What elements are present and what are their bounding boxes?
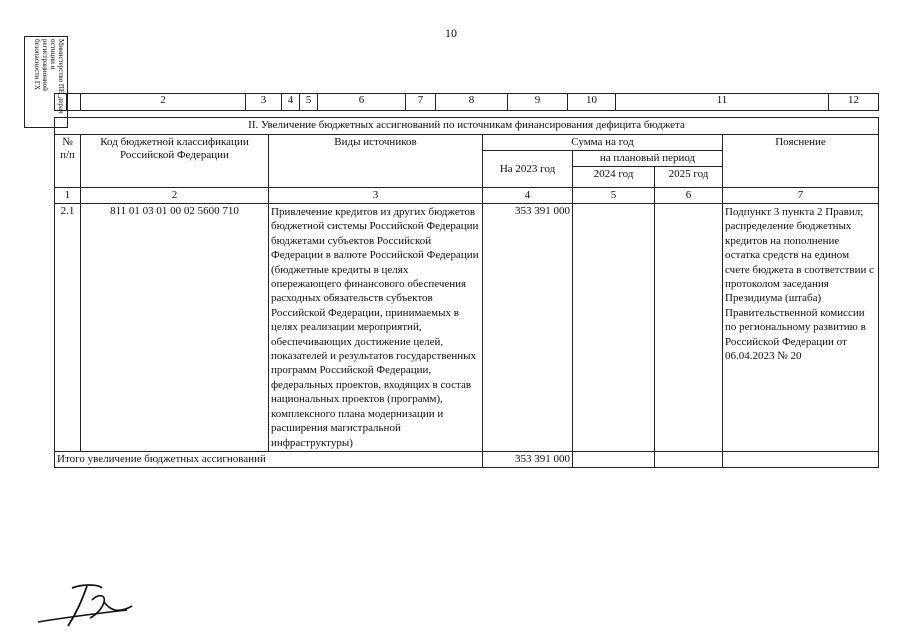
row-2024 <box>573 204 655 452</box>
header-code: Код бюджетной классификации Российской Федерации <box>81 135 269 188</box>
col-number: 6 <box>655 188 723 204</box>
row-code: 811 01 03 01 00 02 5600 710 <box>81 204 269 452</box>
col-number: 10 <box>568 94 616 111</box>
blank-cell <box>67 94 81 111</box>
header-2025: 2025 год <box>655 167 723 188</box>
col-number: 5 <box>573 188 655 204</box>
col-number: 7 <box>723 188 879 204</box>
row-2023: 353 391 000 <box>483 204 573 452</box>
col-number: 11 <box>616 94 829 111</box>
header-plan-period: на плановый период <box>573 151 723 167</box>
header-2023: На 2023 год <box>483 151 573 188</box>
col-number: 2 <box>81 94 246 111</box>
total-row <box>55 451 879 467</box>
col-number: 1 <box>55 188 81 204</box>
col-number: 3 <box>246 94 282 111</box>
page-number: 10 <box>445 26 457 40</box>
header-2024: 2024 год <box>573 167 655 188</box>
total-label: Итого увеличение бюджетных ассигнований <box>55 451 483 467</box>
col-number: 9 <box>508 94 568 111</box>
header-sum-per-year: Сумма на год <box>483 135 723 151</box>
stamp-text: Министерство ПЕ_дерал остиции и регистрационной безопасности ГХ <box>33 39 65 114</box>
row-source: Привлечение кредитов из других бюджетов бюджетной системы Российской Федерации бюджетами субъектов Российской Федерации в валюте Российской Федерации (бюджетные кредиты в целях опережающего финансового обеспечения расходных обязательств субъектов Российской Федерации, принимаемых в целях реализации мероприятий, обеспечивающих достижение целей, показателей и результатов государственных программ Российской Федерации, федеральных проектов, входящих в состав национальных проектов (программ), комплексного плана модернизации и расширения магистральной инфраструктуры) <box>269 204 483 452</box>
blank-cell <box>55 94 67 111</box>
row-2025 <box>655 204 723 452</box>
budget-increase-table <box>54 117 879 468</box>
total-2024 <box>573 451 655 467</box>
total-2023: 353 391 000 <box>483 451 573 467</box>
col-number: 7 <box>406 94 436 111</box>
approval-stamp <box>24 36 68 128</box>
table-row <box>55 204 879 452</box>
row-num: 2.1 <box>55 204 81 452</box>
col-number: 12 <box>829 94 879 111</box>
section-title: II. Увеличение бюджетных ассигнований по источникам финансирования дефицита бюджета <box>55 118 879 135</box>
col-number: 6 <box>318 94 406 111</box>
col-number: 2 <box>81 188 269 204</box>
total-2025 <box>655 451 723 467</box>
col-number: 4 <box>282 94 300 111</box>
col-number: 3 <box>269 188 483 204</box>
handwritten-signature-icon <box>32 580 152 630</box>
header-num: № п/п <box>55 135 81 188</box>
row-note: Подпункт 3 пункта 2 Правил; распределение бюджетных кредитов на пополнение остатка средств на едином счете бюджета в соответствии с протоколом заседания Президиума (штаба) Правительственной комиссии по региональному развитию в Российской Федерации от 06.04.2023 № 20 <box>723 204 879 452</box>
header-note: Пояснение <box>723 135 879 188</box>
col-number: 8 <box>436 94 508 111</box>
continuation-header-row <box>54 93 879 111</box>
col-number: 4 <box>483 188 573 204</box>
col-number: 5 <box>300 94 318 111</box>
header-sources: Виды источников <box>269 135 483 188</box>
total-note <box>723 451 879 467</box>
